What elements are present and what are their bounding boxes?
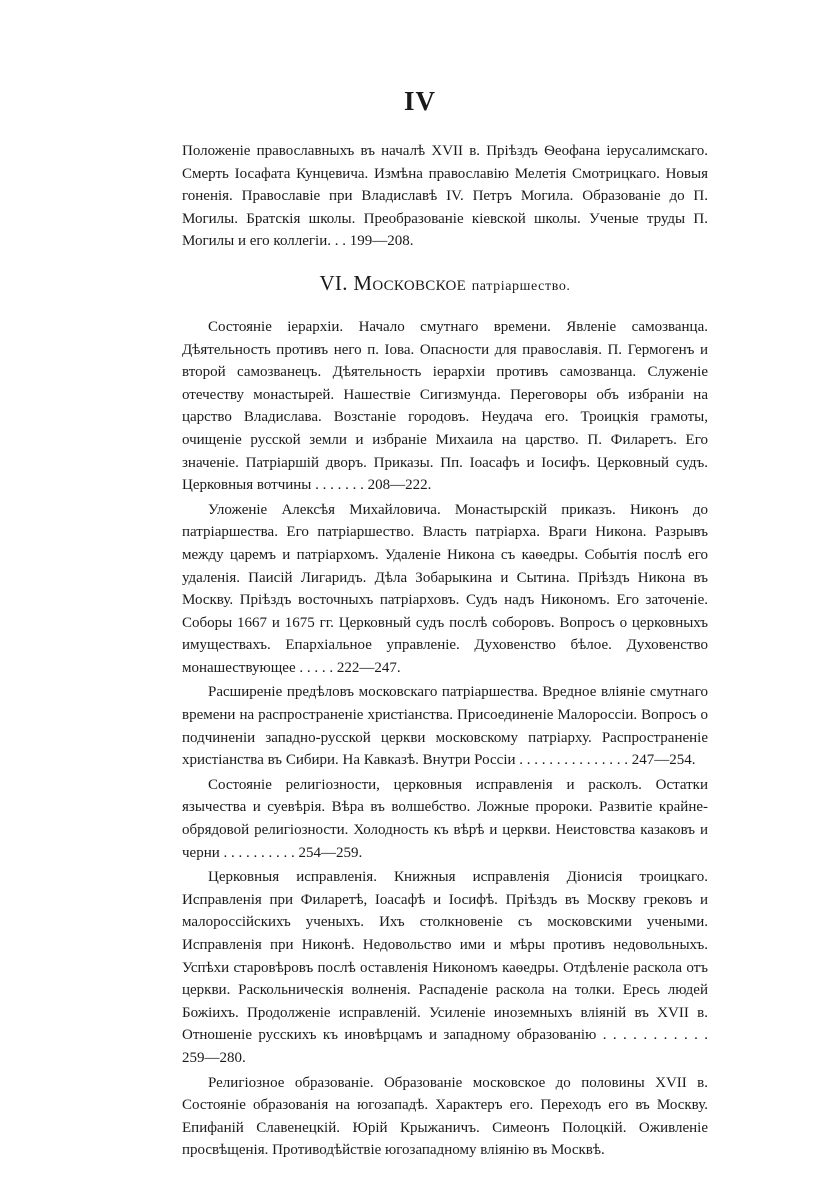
page-number: IV [403, 86, 436, 116]
section-title-rest: патріаршество. [471, 278, 571, 294]
toc-entry-text: Положеніе православныхъ въ началѣ XVII в. Пріѣздъ Ѳеофана іерусалимскаго. Смерть Іосафата Кунцевича. Измѣна православію Мелетія Смотрицкаго. Новыя гоненія. Православіе при Владиславѣ IV. Петръ Могила. Образованіе до П. Могилы. Братскія школы. Преобразованіе кіевской школы. Ученые труды П. Могилы и его коллегіи. . . [182, 143, 708, 250]
toc-entry-pages: 199—208. [349, 233, 414, 250]
section-title-word: Московское [353, 270, 467, 295]
toc-entry-continued [182, 140, 708, 253]
toc-entry-pages: 208—222. [367, 477, 432, 494]
toc-entry [182, 499, 708, 680]
toc-entry-pages: 254—259. [298, 844, 363, 861]
toc-entry-text: Церковныя исправленія. Книжныя исправленія Діонисія троицкаго. Исправленія при Филаретѣ, Іоасафѣ и Іосифѣ. Пріѣздъ въ Москву грековъ и малороссійскихъ ученыхъ. Ихъ столкновеніе съ московскими учеными. Исправленія при Никонѣ. Недовольство ими и мѣры противъ недовольныхъ. Успѣхи старовѣровъ послѣ оставленія Никономъ каѳедры. Отдѣленіе раскола отъ церкви. Раскольническія волненія. Распаденіе раскола на толки. Ересь людей Божіихъ. Продолженіе исправленій. Усиленіе иноземныхъ вліяній въ XVII в. Отношеніе русскихъ къ иновѣрцамъ и западному образованію . . . . . . . . . . . [182, 869, 708, 1044]
toc-entry-text: Религіозное образованіе. Образованіе московское до половины XVII в. Состояніе образованія на югозападѣ. Характеръ его. Переходъ его въ Москву. Епифаній Славенецкій. Юрій Крыжаничъ. Симеонъ Полоцкій. Оживленіе просвѣщенія. Противодѣйствіе югозападному вліянію въ Москвѣ. [182, 1074, 708, 1159]
toc-entry-pages: 259—280. [182, 1049, 246, 1066]
toc-entry-pages: 247—254. [631, 752, 696, 769]
section-heading [182, 271, 708, 296]
section-numeral: VI. [319, 270, 348, 295]
toc-entry [182, 316, 708, 497]
toc-entry [182, 681, 708, 771]
toc-entry-pages: 222—247. [336, 659, 401, 676]
toc-entry [182, 1072, 708, 1162]
toc-entry [182, 866, 708, 1069]
toc-entry-text: Состояніе религіозности, церковныя исправленія и расколъ. Остатки язычества и суевѣрія. Вѣра въ волшебство. Ложные пророки. Развитіе крайне-обрядовой религіозности. Холодность къ вѣрѣ и церкви. Неистовства казаковъ и черни . . . . . . . . . . [182, 776, 708, 861]
section-entries [182, 316, 708, 1162]
toc-entry-text: Состояніе іерархіи. Начало смутнаго времени. Явленіе самозванца. Дѣятельность противъ него п. Іова. Опасности для православія. П. Гермогенъ и второй самозванецъ. Дѣятельность іерархіи противъ самозванца. Служеніе отечеству монастырей. Нашествіе Сигизмунда. Переговоры объ избраніи на царство Владислава. Возстаніе городовъ. Неудача его. Троицкія грамоты, очищеніе русской земли и избраніе Михаила на царство. П. Филаретъ. Его значеніе. Патріаршій дворъ. Приказы. Пп. Іоасафъ и Іосифъ. Церковный судъ. Церковныя вотчины . . . . . . . [182, 318, 708, 494]
toc-entry [182, 774, 708, 864]
toc-entry-text: Уложеніе Алексѣя Михайловича. Монастырскій приказъ. Никонъ до патріаршества. Его патріаршество. Власть патріарха. Враги Никона. Разрывъ между царемъ и патріархомъ. Удаленіе Никона съ каѳедры. Событія послѣ его удаленія. Паисій Лигаридъ. Дѣла Зобарыкина и Сытина. Пріѣздъ Никона въ Москву. Пріѣздъ восточныхъ патріарховъ. Судъ надъ Никономъ. Его заточеніе. Соборы 1667 и 1675 гг. Церковный судъ послѣ соборовъ. Вопросъ о церковныхъ имуществахъ. Епархіальное управленіе. Духовенство бѣлое. Духовенство монашествующее . . . . . [182, 501, 708, 676]
toc-entry-text: Расширеніе предѣловъ московскаго патріаршества. Вредное вліяніе смутнаго времени на распространеніе христіанства. Присоединеніе Малороссіи. Вопросъ о подчиненіи западно-русской церкви московскому патріарху. Распространеніе христіанства въ Сибири. На Кавказѣ. Внутри Россіи . . . . . . . . . . . . . . . [182, 684, 708, 769]
table-of-contents [182, 140, 708, 1162]
